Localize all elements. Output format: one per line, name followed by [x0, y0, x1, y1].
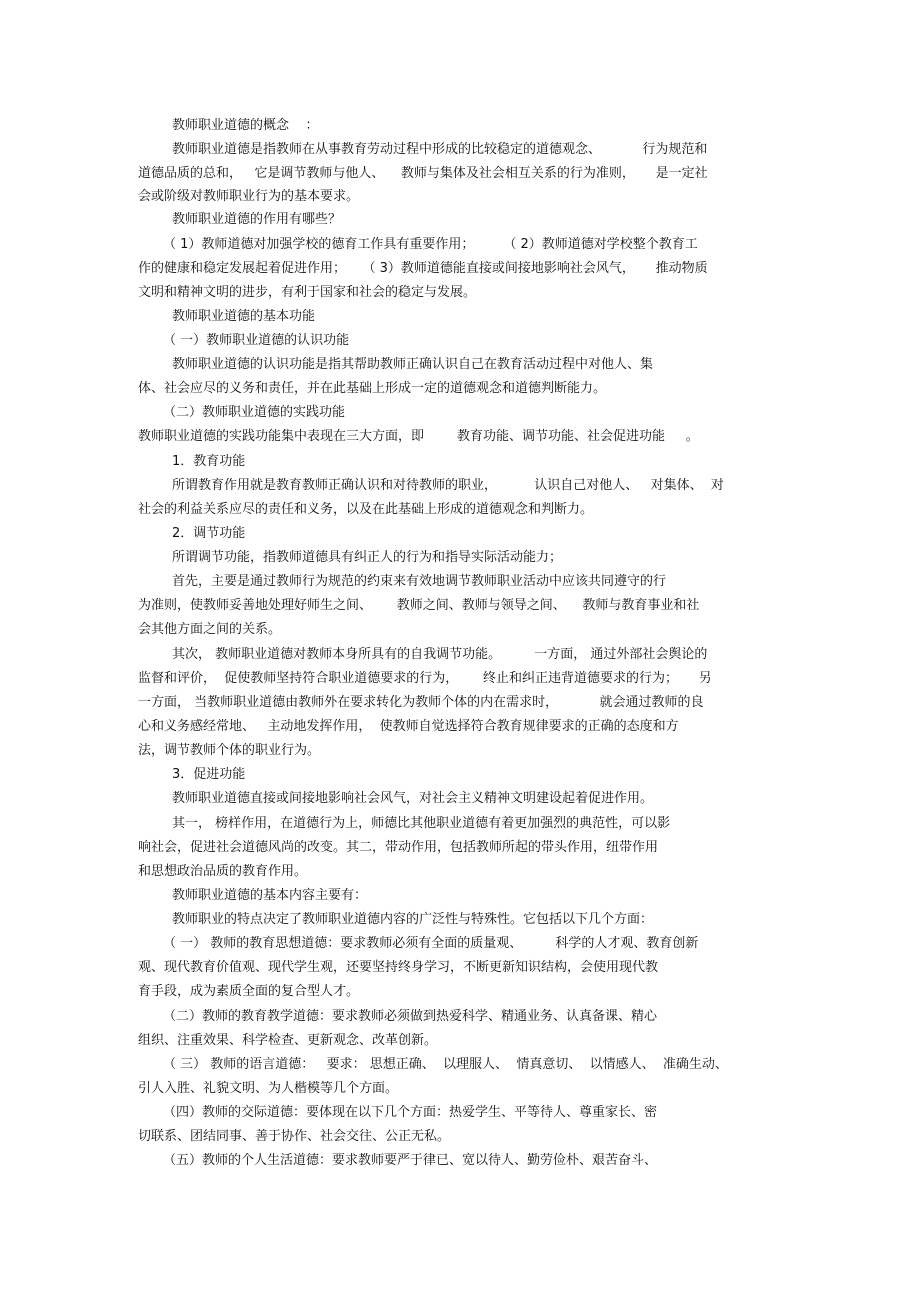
- text-line: 引人入胜、礼貌文明、为人楷模等几个方面。: [138, 1081, 399, 1096]
- text-line: 教师职业道德直接或间接地影响社会风气，对社会主义精神文明建设起着促进作用。: [172, 791, 654, 806]
- text-line: 组织、注重效果、科学检查、更新观念、改革创新。: [138, 1033, 438, 1048]
- text-line: 为准则，使教师妥善地处理好师生之间、 教师之间、教师与领导之间、 教师与教育事业和社: [138, 598, 700, 613]
- text-line: 观、现代教育价值观、现代学生观，还要坚持终身学习，不断更新知识结构，会使用现代教: [138, 960, 659, 975]
- text-line: 响社会，促进社会道德风尚的改变。其二，带动作用，包括教师所起的带头作用，纽带作用: [138, 840, 659, 855]
- heading-concept: 教师职业道德的概念 ：: [172, 118, 319, 133]
- text-line: 监督和评价， 促使教师坚持符合职业道德要求的行为， 终止和纠正违背道德要求的行为； 另: [138, 671, 712, 686]
- text-line: 教师职业道德的实践功能集中表现在三大方面，即 教育功能、调节功能、社会促进功能 。: [138, 429, 699, 444]
- text-line: 会或阶级对教师职业行为的基本要求。: [138, 189, 360, 204]
- text-line: 会其他方面之间的关系。: [138, 622, 282, 637]
- text-line: 和思想政治品质的教育作用。: [138, 864, 308, 879]
- text-line: 其一， 榜样作用，在道德行为上，师德比其他职业道德有着更加强烈的典范性，可以影: [172, 816, 671, 831]
- subheading: （ 一）教师职业道德的认识功能: [163, 333, 350, 348]
- text-line: 道德品质的总和， 它是调节教师与他人、 教师与集体及社会相互关系的行为准则， 是一定社: [138, 166, 708, 181]
- subheading: 2．调节功能: [172, 526, 246, 541]
- text-line: 育手段，成为素质全面的复合型人才。: [138, 984, 360, 999]
- text-line: （四）教师的交际道德：要体现在以下几个方面：热爱学生、平等待人、尊重家长、密: [163, 1105, 658, 1120]
- text-line: 教师职业道德是指教师在从事教育劳动过程中形成的比较稳定的道德观念、 行为规范和: [172, 142, 708, 157]
- text-line: 切联系、团结同事、善于协作、社会交往、公正无私。: [138, 1129, 451, 1144]
- text-line: （二）教师的教育教学道德：要求教师必须做到热爱科学、精通业务、认真备课、精心: [163, 1009, 658, 1024]
- subheading: 3．促进功能: [172, 767, 246, 782]
- text-line: 一方面， 当教师职业道德由教师外在要求转化为教师个体的内在需求时， 就会通过教师的良: [138, 695, 704, 710]
- text-line: 所谓调节功能，指教师道德具有纠正人的行为和指导实际活动能力；: [172, 550, 563, 565]
- text-line: （ 一） 教师的教育思想道德：要求教师必须有全面的质量观、 科学的人才观、教育创新: [163, 936, 699, 951]
- text-line: 教师职业的特点决定了教师职业道德内容的广泛性与特殊性。它包括以下几个方面：: [172, 912, 654, 927]
- text-line: 所谓教育作用就是教育教师正确认识和对待教师的职业， 认识自己对他人、 对集体、 对: [172, 478, 724, 493]
- subheading: （二）教师职业道德的实践功能: [163, 405, 346, 420]
- text-line: 法，调节教师个体的职业行为。: [138, 743, 321, 758]
- text-line: 其次， 教师职业道德对教师本身所具有的自我调节功能。 一方面， 通过外部社会舆论的: [172, 647, 708, 662]
- subheading: 1．教育功能: [172, 454, 246, 469]
- text-line: （五）教师的个人生活道德：要求教师要严于律已、宽以待人、勤劳俭朴、艰苦奋斗、: [163, 1153, 658, 1168]
- text-line: （ 三） 教师的语言道德： 要求： 思想正确、 以理服人、 情真意切、 以情感人、 准确生动、: [163, 1057, 728, 1072]
- heading-content: 教师职业道德的基本内容主要有：: [172, 888, 368, 903]
- text-line: 心和义务感经常地、 主动地发挥作用， 使教师自觉选择符合教育规律要求的正确的态度和方: [138, 719, 679, 734]
- text-line: 社会的利益关系应尽的责任和义务，以及在此基础上形成的道德观念和判断力。: [138, 502, 594, 517]
- heading-basic-functions: 教师职业道德的基本功能: [172, 309, 316, 324]
- text-line: （ 1）教师道德对加强学校的德育工作具有重要作用； （ 2）教师道德对学校整个教育工: [163, 237, 698, 252]
- text-line: 首先，主要是通过教师行为规范的约束来有效地调节教师职业活动中应该共同遵守的行: [172, 574, 667, 589]
- text-line: 文明和精神文明的进步，有利于国家和社会的稳定与发展。: [138, 285, 477, 300]
- text-line: 教师职业道德的认识功能是指其帮助教师正确认识自己在教育活动过程中对他人、集: [172, 357, 654, 372]
- text-line: 作的健康和稳定发展起着促进作用； （ 3）教师道德能直接或间接地影响社会风气， 推动物质: [138, 261, 708, 276]
- heading-role: 教师职业道德的作用有哪些？: [172, 212, 342, 227]
- text-line: 体、社会应尽的义务和责任，并在此基础上形成一定的道德观念和道德判断能力。: [138, 381, 607, 396]
